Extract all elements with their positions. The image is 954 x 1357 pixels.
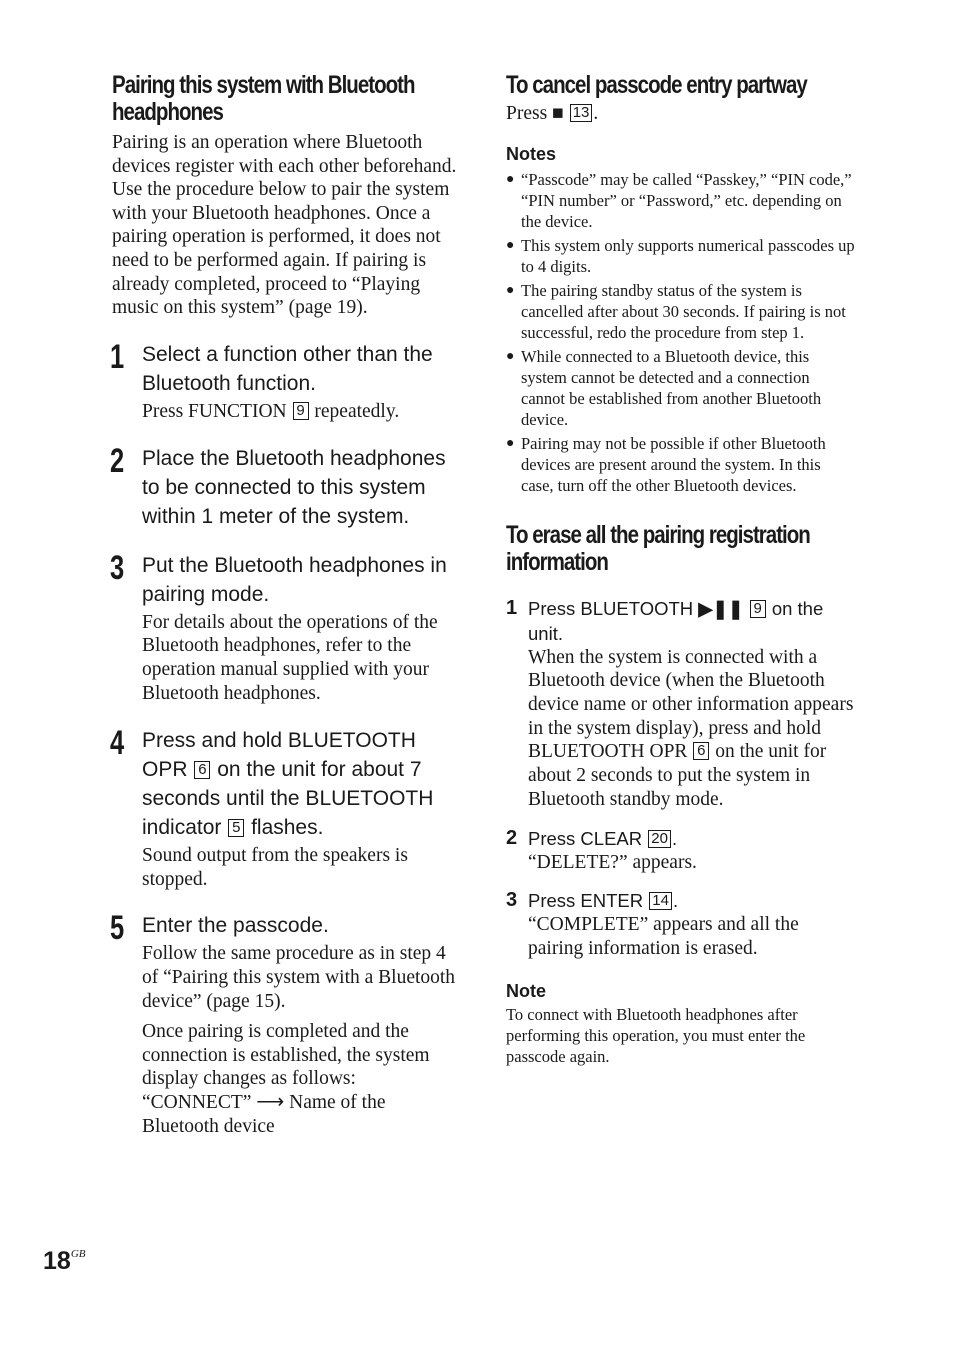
button-ref-13: 13 [570,104,593,122]
section-heading-erase: To erase all the pairing registration information [506,520,810,576]
step-description: “COMPLETE” appears and all the pairing information is erased. [528,914,799,959]
button-ref-6: 6 [693,742,709,760]
erase-step-3 [506,888,856,960]
step-title: Put the Bluetooth headphones in pairing mode. [142,553,447,606]
step-description: “DELETE?” appears. [528,851,697,873]
bullet-icon: ● [506,348,515,364]
step-4 [110,723,464,892]
button-ref-9: 9 [750,600,766,618]
step-1 [110,337,464,424]
step-title: Press ENTER 14 . [528,890,679,912]
step-number: 2 [506,826,518,849]
step-2 [110,441,464,531]
step-number: 3 [506,889,518,912]
bullet-icon: ● [506,237,515,253]
play-pause-icon: ▶❚❚ [698,597,744,619]
right-column [506,70,856,1067]
step-description: Follow the same procedure as in step 4 of “Pairing this system with a Bluetooth device” (page 15). [142,943,456,1012]
step-number: 2 [110,441,125,480]
button-ref-9: 9 [293,402,309,420]
note-item: ● The pairing standby status of the system is cancelled after about 30 seconds. If pairing is not successful, redo the procedure from step 1. [506,280,846,342]
step-3 [110,548,464,706]
note-item: ● Pairing may not be possible if other Bluetooth devices are present around the system. In this case, turn off the other Bluetooth devices. [506,433,826,495]
step-number: 3 [110,548,125,587]
left-column [112,70,464,1139]
note-heading: Note [506,980,546,1001]
bullet-icon: ● [506,282,515,298]
button-ref-14: 14 [649,892,672,910]
step-title: Press BLUETOOTH ▶❚❚ 9 on the unit. [528,597,824,644]
stop-icon: ■ [552,103,564,124]
note-item: ● While connected to a Bluetooth device, this system cannot be detected and a connection cannot be established from another Bluetooth device. [506,346,822,429]
button-ref-20: 20 [648,830,671,848]
erase-step-2 [506,826,856,875]
note-item: ● This system only supports numerical passcodes up to 4 digits. [506,235,855,276]
step-number: 4 [110,723,125,762]
step-description: When the system is connected with a Bluetooth device (when the Bluetooth device name or other information appears in the system display), press and hold BLUETOOTH OPR 6 on the unit for about 2 seconds to put the system in Bluetooth standby mode. [528,646,854,810]
step-number: 5 [110,909,125,948]
note-item: ● “Passcode” may be called “Passkey,” “PIN code,” “PIN number” or “Password,” etc. depending on the device. [506,169,852,231]
step-title: Press and hold BLUETOOTH OPR 6 on the unit for about 7 seconds until the BLUETOOTH indicator 5 flashes. [142,728,434,839]
bullet-icon: ● [506,435,515,451]
step-title: Enter the passcode. [142,914,329,938]
erase-step-1 [506,596,856,812]
button-ref-6: 6 [194,761,210,779]
note-text: To connect with Bluetooth headphones after performing this operation, you must enter the passcode again. [506,1004,806,1066]
page-number: $18^{GB}$ [43,1247,86,1275]
step-description: Press FUNCTION 9 repeatedly. [142,400,400,422]
step-description: Sound output from the speakers is stopped. [142,844,408,890]
step-5 [112,911,464,1138]
step-description: For details about the operations of the Bluetooth headphones, refer to the operation manual supplied with your Bluetooth headphones. [142,611,438,704]
bullet-icon: ● [506,171,515,187]
step-title: Place the Bluetooth headphones to be connected to this system within 1 meter of the system. [142,446,446,528]
notes-list [506,169,856,496]
section-heading-pairing: Pairing this system with Bluetooth headphones [112,71,415,126]
indicator-ref-5: 5 [228,819,244,837]
notes-heading: Notes [506,143,557,164]
arrow-right-icon: ⟶ [256,1092,285,1114]
step-title: Select a function other than the Bluetooth function. [142,342,433,395]
step-description-connection: Once pairing is completed and the connection is established, the system display changes as follows: “CONNECT” ⟶ Name of the Bluetooth device [142,1020,430,1137]
intro-paragraph: Pairing is an operation where Bluetooth devices register with each other beforehand. Use the procedure below to pair the system with your Bluetooth headphones. Once a pairing operation is performed, it does not need to be performed again. If pairing is already completed, proceed to “Playing music on this system” (page 19). [112,132,457,319]
cancel-instruction: Press ■ 13 . [506,103,599,124]
step-title: Press CLEAR 20 . [528,827,678,849]
step-number: 1 [110,337,125,376]
page-suffix: GB [70,1248,86,1260]
section-heading-cancel: To cancel passcode entry partway [506,71,807,99]
step-number: 1 [506,596,518,619]
